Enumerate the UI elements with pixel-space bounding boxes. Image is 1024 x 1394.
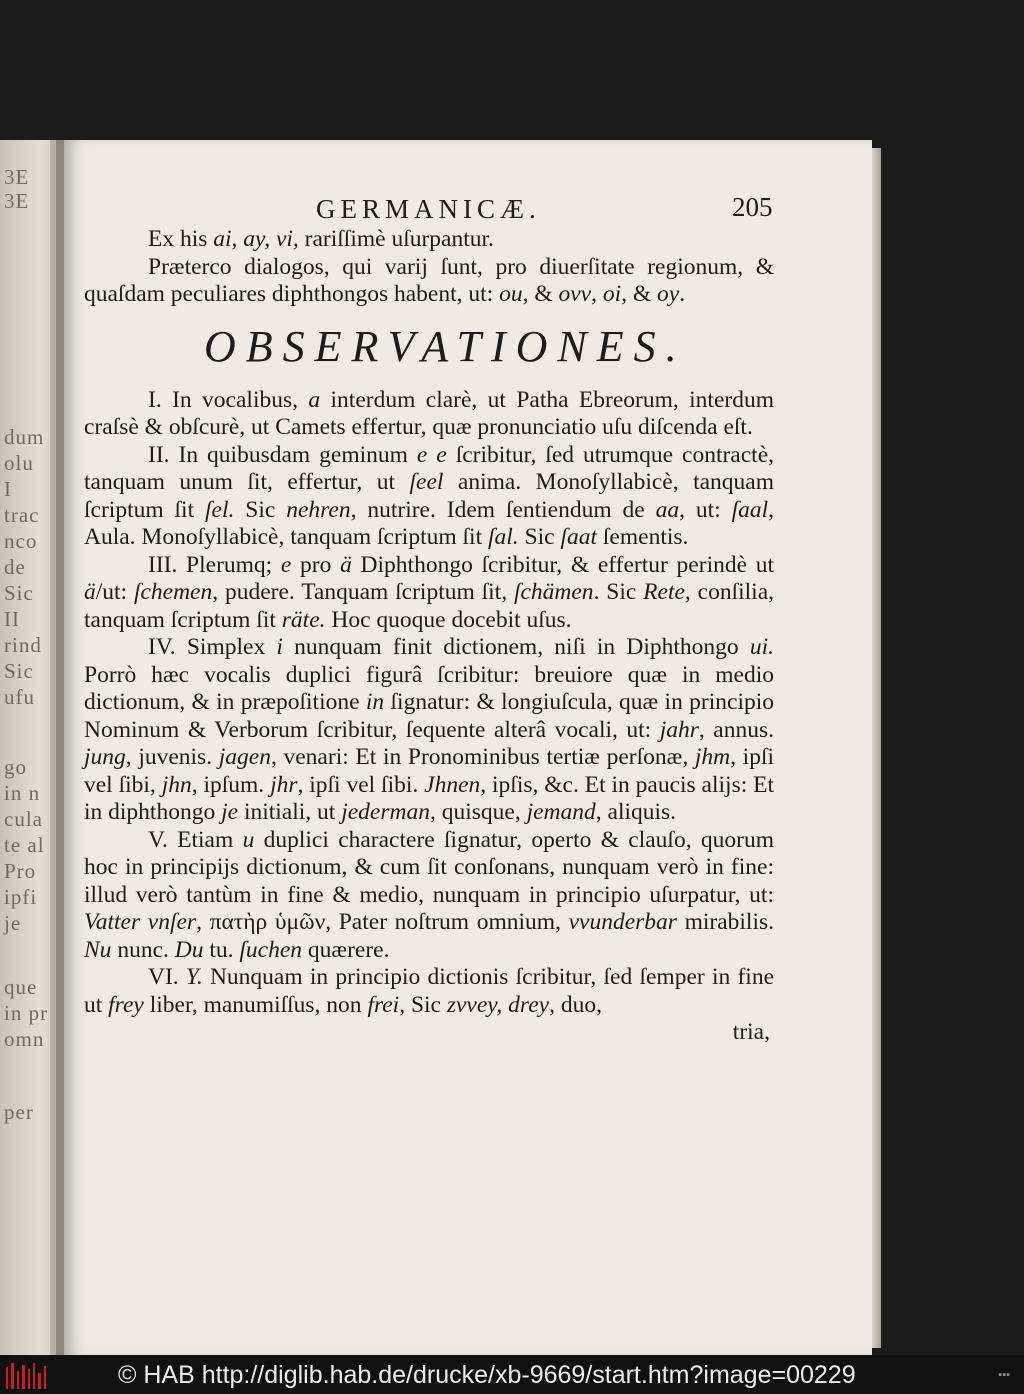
italic-term: je: [221, 799, 239, 825]
italic-term: jhm: [694, 744, 731, 770]
page-edge: [872, 148, 881, 1348]
italic-term: e: [280, 551, 292, 578]
italic-term: ſaat: [560, 524, 598, 550]
paragraph: III. Plerumq; e pro ä Diphthongo ſcribitur, & effertur perindè ut ä/ut: ſchemen, pudere. Tanquam ſcriptum ſit, ſchämen. Sic Rete, conſilia, tanquam ſcriptum ſit räte. Hoc quoque docebit uſus.: [84, 551, 775, 633]
facing-page-fragment: cula: [4, 807, 43, 831]
paragraph: Ex his ai, ay, vi, rariſſimè uſurpantur.: [148, 226, 494, 252]
paragraph: V. Etiam u duplici charactere ſignatur, operto & clauſo, quorum hoc in principijs dictionum, & cum ſit conſonans, nunquam verò in fine: illud verò tantùm in fine & medio, nunquam in principio uſurpatur, ut: Vatter vnſer, πατὴρ ὑμῶν, Pater noſtrum omnium, vvunderbar mirabilis. Nu nunc. Du tu. ſuchen quærere.: [84, 826, 775, 963]
paragraph: II. In quibusdam geminum e e ſcribitur, ſed utrumque contractè, tanquam unum ſit, effertur, ut ſeel anima. Monoſyllabicè, tanquam ſcriptum ſit ſel. Sic nehren, nutrire. Idem ſentiendum de aa, ut: ſaal, Aula. Monoſyllabicè, tanquam ſcriptum ſit ſal. Sic ſaat ſementis.: [84, 441, 775, 550]
facing-page-fragment: olu: [4, 451, 34, 475]
italic-term: e e: [416, 441, 447, 468]
italic-term: räte.: [281, 606, 326, 633]
facing-page: [0, 140, 56, 1355]
italic-term: i: [276, 634, 283, 660]
paragraph: IV. Simplex i nunquam finit dictionem, niſi in Diphthongo ui. Porrò hæc vocalis duplici figurâ ſcribitur: breuiore quæ in medio dictionum, & in præpoſitione in ſignatur: & longiuſcula, quæ in principio Nominum & Verborum ſcribitur, ſequente alterâ vocali, ut: jahr, annus. jung, juvenis. jagen, venari: Et in Pronominibus tertiæ perſonæ, jhm, ipſi vel ſibi, jhn, ipſum. jhr, ipſi vel ſibi. Jhnen, ipſis, &c. Et in paucis alijs: Et in diphthongo je initiali, ut jederman, quisque, jemand, aliquis.: [84, 634, 775, 825]
facing-page-fragment: go: [4, 755, 27, 779]
italic-term: zvvey, drey: [446, 991, 550, 1018]
facing-page-fragment: rind: [4, 633, 42, 657]
italic-term: jagen: [218, 744, 271, 770]
italic-term: ſaal: [731, 496, 769, 523]
facing-page-fragment: que: [4, 975, 38, 999]
italic-term: Y.: [185, 964, 203, 990]
running-head: GERMANICÆ.: [316, 194, 541, 224]
italic-term: vvunderbar: [568, 909, 677, 935]
facing-page-fragment: in pr: [4, 1001, 49, 1025]
italic-term: u: [242, 826, 255, 853]
italic-term: ai, ay, vi,: [213, 226, 299, 252]
footer-nav-icon[interactable]: ▪▪▪: [998, 1369, 1010, 1381]
paragraph: I. In vocalibus, a interdum clarè, ut Patha Ebreorum, interdum craſsè & obſcurè, ut Camets effertur, quæ pronunciatio uſu diſcenda eſt.: [84, 386, 775, 440]
facing-page-fragment: ipfi: [4, 885, 38, 909]
italic-term: in: [365, 689, 385, 715]
italic-term: ä: [340, 551, 352, 578]
facing-page-fragment: te al: [4, 833, 45, 857]
facing-page-fragment: 3E: [4, 165, 30, 189]
italic-term: jemand: [526, 799, 596, 825]
italic-term: ſchemen: [133, 579, 213, 605]
italic-term: jung: [84, 744, 126, 770]
facing-page-fragment: Sic: [4, 581, 34, 605]
facing-page-fragment: de: [4, 555, 26, 579]
book-gutter: [56, 140, 64, 1355]
viewer-footer: [0, 1355, 1024, 1394]
italic-term: ſal.: [488, 524, 519, 550]
paragraph: VI. Y. Nunquam in principio dictionis ſcribitur, ſed ſemper in fine ut frey liber, manumiſſus, non frei, Sic zvvey, drey, duo,: [84, 964, 775, 1018]
facing-page-fragment: omn: [4, 1027, 45, 1051]
facing-page-fragment: I: [4, 477, 12, 501]
facing-page-fragment: II: [4, 607, 20, 631]
facing-page-fragment: 3E: [4, 189, 30, 213]
italic-term: jederman: [341, 799, 430, 825]
facing-page-fragment: Sic: [4, 659, 34, 683]
italic-term: ſchämen: [513, 579, 594, 605]
italic-term: frei: [367, 991, 400, 1018]
catchword: tria,: [732, 1019, 770, 1045]
facing-page-fragment: nco: [4, 529, 38, 553]
copyright-link[interactable]: © HAB http://diglib.hab.de/drucke/xb-9669/start.htm?image=00229: [118, 1361, 856, 1389]
italic-term: jahr: [659, 716, 699, 743]
page-number: 205: [732, 192, 773, 222]
facing-page-fragment: ufu: [4, 685, 35, 709]
italic-term: ſuchen: [239, 936, 303, 963]
italic-term: ou: [499, 281, 523, 307]
facing-page-fragment: in n: [4, 781, 41, 805]
facing-page-fragment: Pro: [4, 859, 37, 883]
facing-page-fragment: trac: [4, 503, 40, 527]
italic-term: Du: [174, 936, 204, 963]
facing-page-fragment: dum: [4, 425, 45, 449]
italic-term: jhr: [270, 771, 298, 798]
paragraph: Præterco dialogos, qui varij ſunt, pro diuerſitate regionum, & quaſdam peculiares diphthongos habent, ut: ou, & ovv, oi, & oy.: [84, 253, 774, 307]
italic-term: frey: [108, 991, 144, 1018]
italic-term: ovv: [558, 281, 592, 307]
facing-page-fragment: per: [4, 1100, 34, 1124]
section-heading: OBSERVATIONES.: [204, 321, 687, 371]
italic-term: ſel.: [205, 496, 235, 523]
italic-term: oi: [602, 281, 622, 307]
facing-page-fragment: je: [4, 911, 22, 935]
page-text: [84, 226, 774, 1047]
italic-term: nehren: [286, 496, 351, 523]
italic-term: Vatter vnſer: [84, 909, 197, 935]
italic-term: ui.: [749, 634, 774, 660]
book-page: [64, 140, 872, 1355]
italic-term: ſeel: [409, 469, 444, 495]
italic-term: oy: [657, 281, 680, 307]
italic-term: jhn: [161, 771, 192, 798]
italic-term: Rete: [643, 579, 685, 605]
italic-term: Jhnen: [424, 771, 481, 798]
hab-logo-icon: [6, 1361, 46, 1389]
italic-term: ä: [84, 579, 96, 605]
italic-term: Nu: [84, 936, 112, 963]
italic-term: aa: [655, 496, 680, 523]
italic-term: a: [308, 386, 321, 413]
